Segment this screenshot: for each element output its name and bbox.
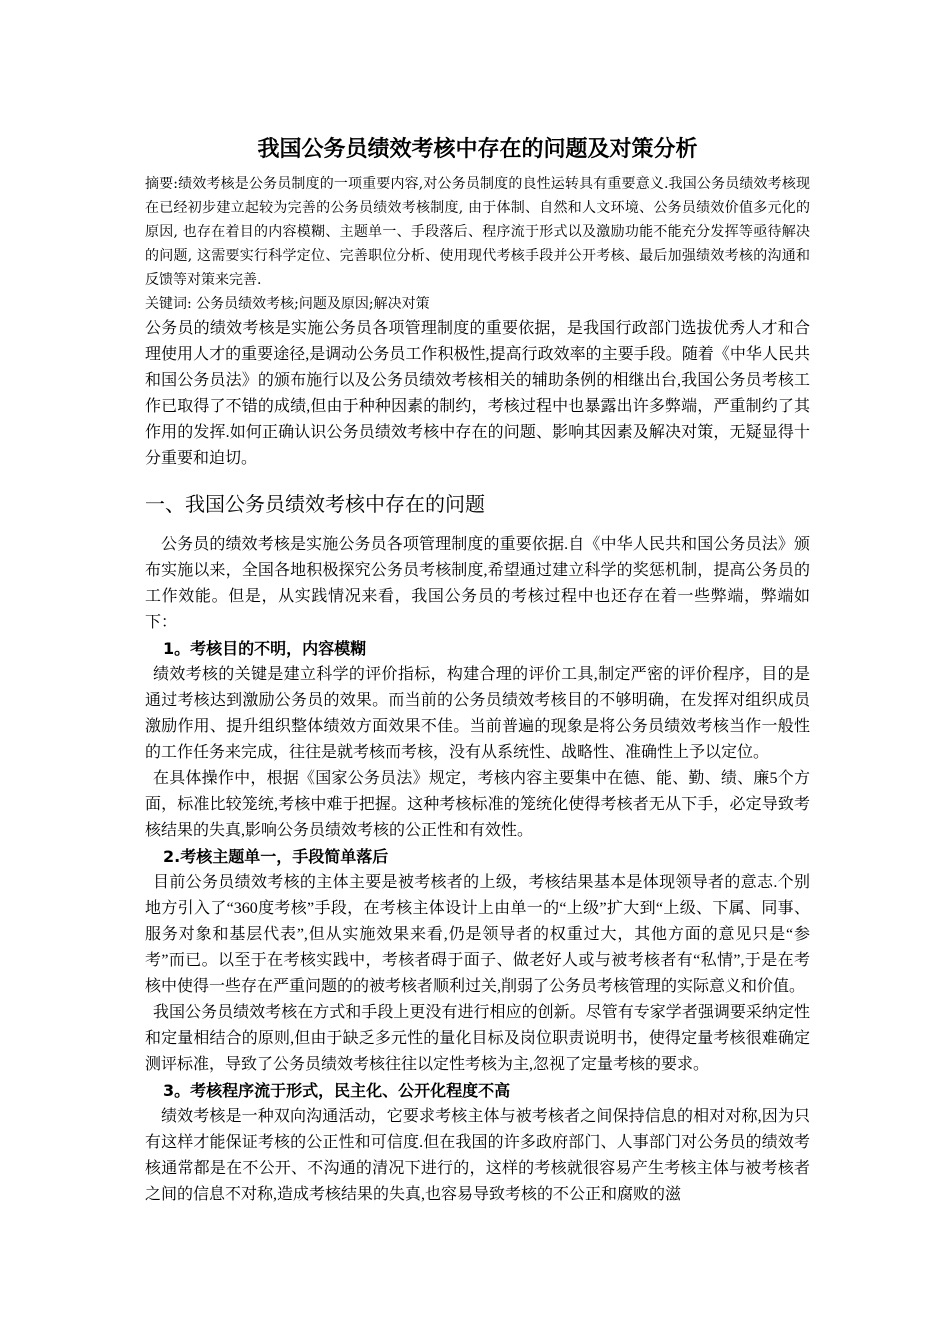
keywords: 关键词: 公务员绩效考核;问题及原因;解决对策 (145, 296, 430, 312)
document-page (145, 130, 810, 1208)
sub2-paragraph-2: 我国公务员绩效考核在方式和手段上更没有进行相应的创新。尽管有专家学者强调要采纳定性和定量相结合的原则,但由于缺乏多元性的量化目标及岗位职责说明书，使得定量考核很难确定测评标准，导致了公务员绩效考核往往以定性考核为主,忽视了定量考核的要求。 (145, 1004, 810, 1073)
intro-paragraph: 公务员的绩效考核是实施公务员各项管理制度的重要依据，是我国行政部门选拔优秀人才和合理使用人才的重要途径,是调动公务员工作积极性,提高行政效率的主要手段。随着《中华人民共和国公务员法》的颁布施行以及公务员绩效考核相关的辅助条例的相继出台,我国公务员考核工作已取得了不错的成绩,但由于种种因素的制约，考核过程中也暴露出许多弊端，严重制约了其作用的发挥.如何正确认识公务员绩效考核中存在的问题、影响其因素及解决对策，无疑显得十分重要和迫切。 (145, 320, 810, 467)
abstract: 摘要:绩效考核是公务员制度的一项重要内容,对公务员制度的良性运转具有重要意义.我国公务员绩效考核现在已经初步建立起较为完善的公务员绩效考核制度, 由于体制、自然和人文环境、公务员绩效价值多元化的原因, 也存在着目的内容模糊、主题单一、手段落后、程序流于形式以及激励功能不能充分发挥等亟待解决的问题, 这需要实行科学定位、完善职位分析、使用现代考核手段并公开考核、最后加强绩效考核的沟通和反馈等对策来完善. (145, 176, 810, 288)
sub1-paragraph-1: 绩效考核的关键是建立科学的评价指标，构建合理的评价工具,制定严密的评价程序，目的是通过考核达到激励公务员的效果。而当前的公务员绩效考核目的不够明确，在发挥对组织成员激励作用、提升组织整体绩效方面效果不佳。当前普遍的现象是将公务员绩效考核当作一般性的工作任务来完成，往往是就考核而考核，没有从系统性、战略性、准确性上予以定位。 (145, 666, 810, 761)
sub3-paragraph-1: 绩效考核是一种双向沟通活动，它要求考核主体与被考核者之间保持信息的相对对称,因为只有这样才能保证考核的公正性和可信度.但在我国的许多政府部门、人事部门对公务员的绩效考核通常都是在不公开、不沟通的清况下进行的，这样的考核就很容易产生考核主体与被考核者之间的信息不对称,造成考核结果的失真,也容易导致考核的不公正和腐败的滋 (145, 1108, 810, 1203)
sub2-paragraph-1: 目前公务员绩效考核的主体主要是被考核者的上级，考核结果基本是体现领导者的意志.个别地方引入了“360度考核”手段，在考核主体设计上由单一的“上级”扩大到“上级、下属、同事、服务对象和基层代表”,但从实施效果来看,仍是领导者的权重过大，其他方面的意见只是“参考”而已。以至于在考核实践中，考核者碍于面子、做老好人或与被考核者有“私情”,于是在考核中使得一些存在严重问题的的被考核者顺利过关,削弱了公务员考核管理的实际意义和价值。 (145, 874, 810, 995)
subheading-1: 1。考核目的不明，内容模糊 (163, 639, 367, 658)
sub1-paragraph-2: 在具体操作中，根据《国家公务员法》规定，考核内容主要集中在德、能、勤、绩、廉5个方面，标准比较笼统,考核中难于把握。这种考核标准的笼统化使得考核者无从下手，必定导致考核结果的失真,影响公务员绩效考核的公正性和有效性。 (145, 770, 810, 839)
section-heading-1: 一、我国公务员绩效考核中存在的问题 (145, 492, 485, 516)
subheading-3: 3。考核程序流于形式，民主化、公开化程度不高 (163, 1081, 511, 1100)
section1-intro-paragraph: 公务员的绩效考核是实施公务员各项管理制度的重要依据.自《中华人民共和国公务员法》颁布实施以来，全国各地积极探究公务员考核制度,希望通过建立科学的奖惩机制，提高公务员的工作效能。但是，从实践情况来看，我国公务员的考核过程中也还存在着一些弊端，弊端如下： (145, 536, 810, 631)
document-title: 我国公务员绩效考核中存在的问题及对策分析 (257, 137, 698, 162)
subheading-2: 2.考核主题单一，手段简单落后 (163, 847, 389, 866)
